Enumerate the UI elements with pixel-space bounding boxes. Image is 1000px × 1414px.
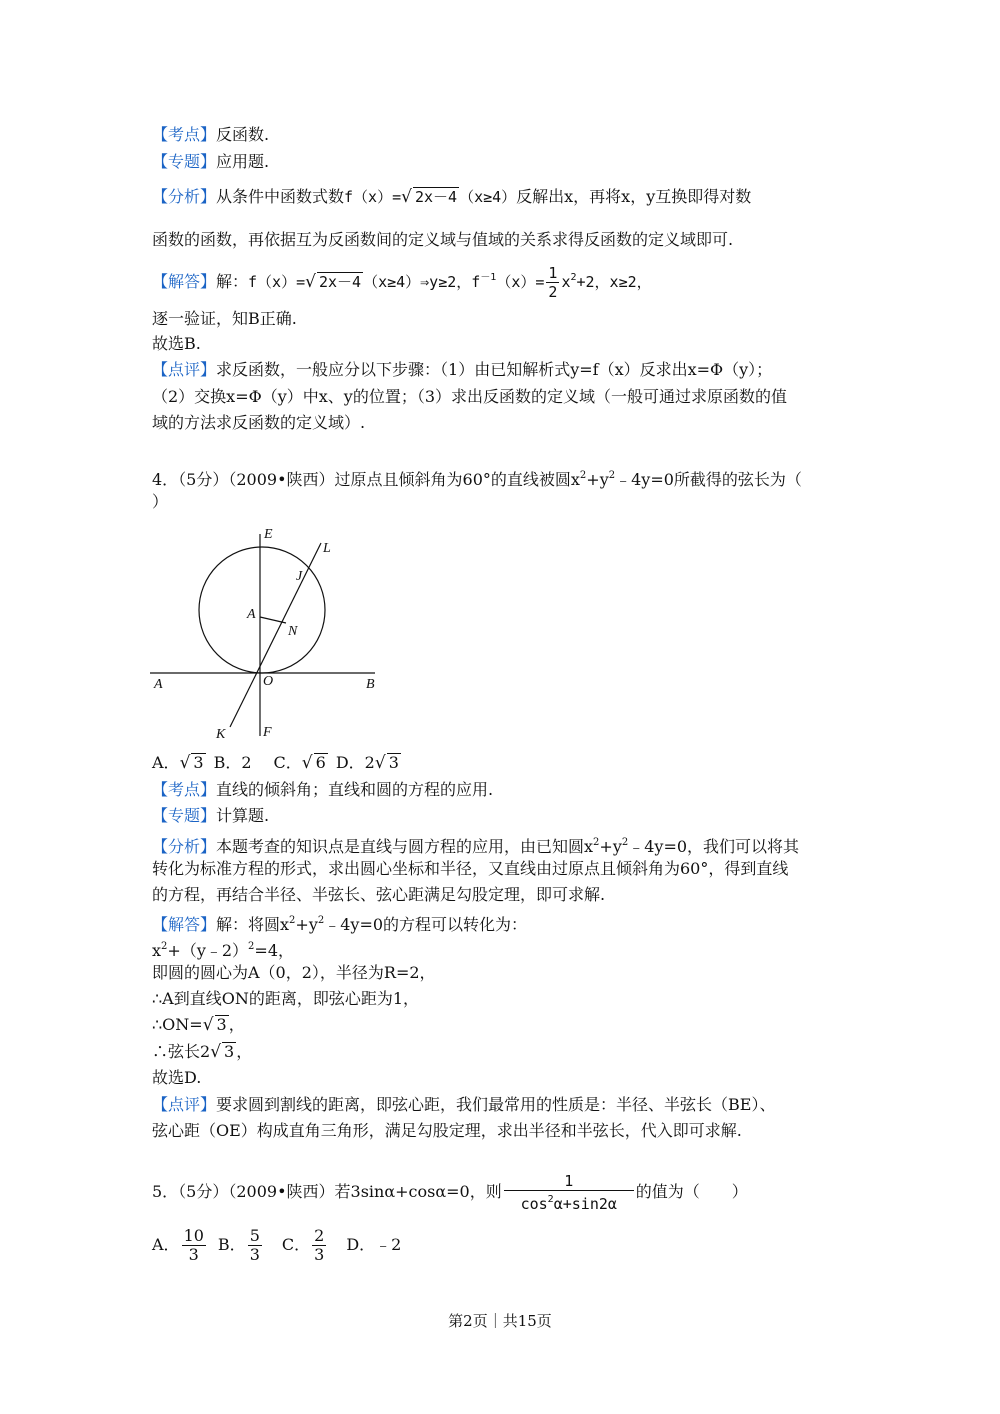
zhuanti-text: 计算题.	[216, 806, 270, 825]
q4-choose: 故选D.	[152, 1068, 202, 1087]
q4-distance: ∴A到直线ON的距离，即弦心距为1，	[152, 989, 420, 1008]
q3-verify: 逐一验证，知B正确.	[152, 309, 297, 328]
q3-fenxi	[152, 186, 751, 208]
fraction	[248, 1227, 262, 1264]
q4-fenxi-line3: 的方程，再结合半径、半弦长、弦心距满足勾股定理，即可求解.	[152, 885, 606, 904]
on-text: ∴ON=	[152, 1015, 203, 1034]
q4-zhuanti	[152, 805, 269, 827]
label-f: F	[263, 725, 272, 740]
denominator: 2	[548, 283, 558, 301]
q3-dianping-line3: 域的方法求反函数的定义域）.	[152, 413, 366, 432]
numerator: 5	[249, 1226, 260, 1245]
q4-kaodian	[152, 779, 493, 801]
equation-text: +（y﹣2）	[167, 941, 249, 960]
variable: x	[561, 273, 571, 291]
superscript: 2	[608, 470, 616, 481]
sqrt-sign: √	[374, 753, 386, 773]
fenxi-text: 本题考查的知识点是直线与圆方程的应用，由已知圆x	[216, 837, 594, 856]
jieda-text: 解：	[216, 272, 249, 291]
radicand: 3	[388, 753, 399, 772]
q3-zhuanti	[152, 151, 269, 173]
dianping-tag: 【点评】	[152, 360, 217, 379]
equation-text: x	[152, 941, 162, 960]
equation-text: =4，	[254, 941, 295, 960]
superscript: 2	[579, 470, 587, 481]
jieda-tag: 【解答】	[152, 915, 217, 934]
q4-equation	[152, 936, 294, 962]
jieda-expr: （x）=	[496, 273, 545, 291]
fenxi-text: 从条件中函数式数	[216, 187, 345, 206]
denominator	[504, 1191, 634, 1213]
jieda-expr: +2，x≥2，	[576, 273, 652, 291]
jieda-tag: 【解答】	[152, 272, 217, 291]
option-d: D．2	[335, 753, 375, 772]
fenxi-text: ﹣4y=0，我们可以将其	[628, 837, 800, 856]
q3-fenxi-line2: 函数的函数，再依据互为反函数间的定义域与值域的关系求得反函数的定义域即可.	[152, 230, 734, 249]
q5-options	[152, 1225, 401, 1265]
q4-dianping-line2: 弦心距（OE）构成直角三角形，满足勾股定理，求出半径和半弦长，代入即可求解.	[152, 1121, 742, 1140]
superscript: 2	[547, 1194, 554, 1205]
denominator-part: α+sin2α	[553, 1195, 617, 1213]
chord-text: ，	[236, 1042, 253, 1061]
q4-stem	[152, 465, 802, 491]
label-b: B	[366, 677, 375, 692]
jieda-text: +y	[295, 915, 318, 934]
on-text: ，	[228, 1015, 245, 1034]
sqrt-sign: √	[179, 753, 191, 773]
numerator: 1	[504, 1172, 634, 1191]
fenxi-text: 反解出x，再将x，y互换即得对数	[516, 187, 752, 206]
numerator: 10	[183, 1226, 204, 1245]
zhuanti-tag: 【专题】	[152, 152, 217, 171]
radicand: 3	[224, 1042, 235, 1061]
denominator: 3	[188, 1245, 199, 1264]
q4-jieda	[152, 910, 527, 936]
kaodian-text: 直线的倾斜角；直线和圆的方程的应用.	[216, 780, 494, 799]
q4-fenxi-line2: 转化为标准方程的形式，求出圆心坐标和半径，又直线由过原点且倾斜角为60°，得到直线	[152, 859, 789, 878]
sqrt-sign: √	[202, 1015, 214, 1035]
superscript: 2	[289, 915, 296, 926]
label-a-center: A	[247, 607, 256, 622]
figure-circle	[199, 547, 325, 673]
label-l: L	[323, 541, 331, 556]
superscript: －1	[480, 272, 497, 283]
q3-kaodian	[152, 124, 269, 146]
figure-line-l	[230, 543, 321, 727]
zhuanti-tag: 【专题】	[152, 806, 217, 825]
superscript: 2	[317, 915, 325, 926]
label-n: N	[288, 624, 298, 639]
stem-text: 的值为（ ）	[635, 1182, 748, 1201]
option-a: A．	[152, 753, 180, 772]
superscript: 2	[621, 837, 629, 848]
fenxi-tag: 【分析】	[152, 837, 217, 856]
zhuanti-text: 应用题.	[216, 152, 270, 171]
figure-segment-an	[260, 617, 286, 623]
denominator: 3	[314, 1245, 325, 1264]
q4-on	[152, 1014, 245, 1036]
sqrt-sign: √	[401, 187, 412, 207]
numerator: 1	[548, 264, 558, 282]
dianping-text: 求反函数，一般应分以下步骤：（1）由已知解析式y=f（x）反求出x=Φ（y）；	[216, 360, 773, 379]
stem-text: ﹣4y=0所截得的弦长为（	[615, 470, 802, 489]
fenxi-text: +y	[599, 837, 622, 856]
stem-text: 5．（5分）（2009•陕西）若3sinα+cosα=0，则	[152, 1182, 502, 1201]
kaodian-tag: 【考点】	[152, 125, 217, 144]
q4-dianping	[152, 1094, 775, 1116]
dianping-tag: 【点评】	[152, 1095, 217, 1114]
q4-options	[152, 752, 401, 774]
option-b: B．	[217, 1235, 246, 1254]
jieda-text: ﹣4y=0的方程可以转化为：	[324, 915, 528, 934]
sqrt-sign: √	[305, 272, 316, 292]
label-e: E	[264, 527, 273, 542]
label-a-left: A	[154, 677, 163, 692]
jieda-text: 解：将圆x	[216, 915, 290, 934]
label-o: O	[263, 674, 274, 689]
fraction	[182, 1227, 206, 1264]
label-k: K	[216, 727, 226, 742]
kaodian-tag: 【考点】	[152, 780, 217, 799]
stem-text: 4．（5分）（2009•陕西）过原点且倾斜角为60°的直线被圆x	[152, 470, 580, 489]
q4-chord	[152, 1041, 252, 1063]
chord-text: ∴弦长2	[152, 1042, 211, 1061]
q3-dianping	[152, 359, 772, 381]
page-footer: 第2页｜共15页	[448, 1312, 552, 1330]
q5-stem	[152, 1172, 748, 1213]
radicand: 2x－4	[318, 273, 362, 291]
dianping-text: 要求圆到割线的距离，即弦心距，我们最常用的性质是：半径、半弦长（BE）、	[216, 1095, 776, 1114]
stem-text: +y	[586, 470, 609, 489]
kaodian-text: 反函数.	[216, 125, 270, 144]
radicand: 3	[193, 753, 204, 772]
radicand: 3	[216, 1015, 227, 1034]
option-c: C．	[273, 753, 302, 772]
superscript: 2	[570, 272, 577, 283]
radicand: 2x－4	[414, 188, 458, 206]
q3-jieda	[152, 264, 652, 301]
superscript: 2	[161, 941, 168, 952]
option-a: A．	[152, 1235, 180, 1254]
circle-line-figure	[150, 522, 390, 744]
function-expr: f（x）=	[344, 188, 402, 206]
numerator: 2	[314, 1226, 325, 1245]
radicand: 6	[315, 753, 326, 772]
option-c: C．	[281, 1235, 311, 1254]
jieda-expr: （x≥4）⇒y≥2，	[363, 273, 472, 291]
q3-choose: 故选B.	[152, 334, 201, 353]
sqrt-sign: √	[210, 1042, 222, 1062]
inverse-function: f	[471, 273, 481, 291]
fraction	[546, 264, 559, 301]
option-b: B．2	[213, 753, 252, 772]
label-j: J	[296, 569, 303, 584]
fraction	[504, 1172, 634, 1213]
denominator: 3	[249, 1245, 260, 1264]
sqrt-sign: √	[301, 753, 313, 773]
q4-fenxi	[152, 832, 799, 858]
q3-dianping-line2: （2）交换x=Φ（y）中x、y的位置；（3）求出反函数的定义域（一般可通过求原函数的值	[152, 387, 788, 406]
superscript: 2	[248, 941, 255, 952]
denominator-part: cos	[520, 1195, 548, 1213]
function-expr: f（x）=	[248, 273, 306, 291]
domain-condition: （x≥4）	[459, 188, 517, 206]
q4-center: 即圆的圆心为A（0，2），半径为R=2，	[152, 963, 436, 982]
q4-stem-line2: ）	[152, 492, 169, 511]
option-d: D．﹣2	[346, 1235, 402, 1254]
fraction	[312, 1227, 326, 1264]
fenxi-tag: 【分析】	[152, 187, 217, 206]
superscript: 2	[593, 837, 600, 848]
